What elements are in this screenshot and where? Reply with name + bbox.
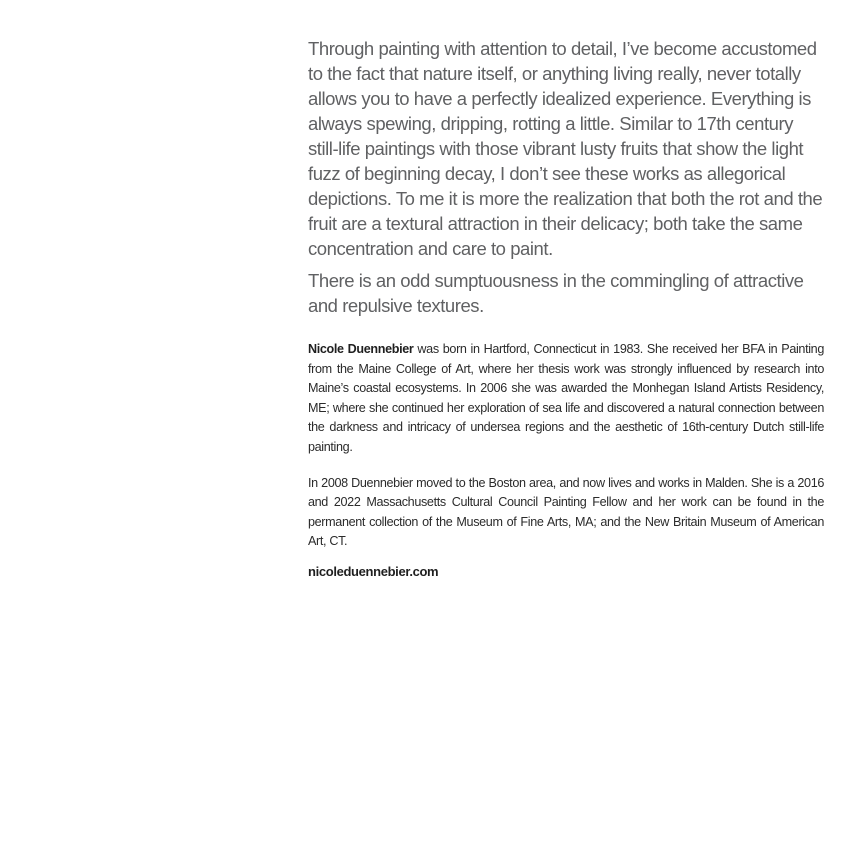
artist-name: Nicole Duennebier [308, 342, 414, 356]
website-link[interactable]: nicoleduennebier.com [308, 563, 439, 579]
bio-paragraph-2: In 2008 Duennebier moved to the Boston area, and now lives and works in Malden. She is a 2016 and 2022 Massachusetts Cultural Council Painting Fellow and her work can be found in the permanent collection of the Museum of Fine Arts, MA; and the New Britain Museum of American Art, CT. [308, 475, 824, 549]
text-column [308, 36, 824, 581]
statement-paragraph-2: There is an odd sumptuousness in the commingling of attractive and repulsive textures. [308, 270, 804, 316]
bio-paragraph-1-text: was born in Hartford, Connecticut in 1983. She received her BFA in Painting from the Maine College of Art, where her thesis work was strongly influenced by research into Maine’s coastal ecosystems. In 2006 she was awarded the Monhegan Island Artists Residency, ME; where she continued her exploration of sea life and discovered a natural connection between the darkness and intricacy of undersea regions and the aesthetic of 16th-century Dutch still-life painting. [308, 342, 824, 454]
statement-paragraph-1: Through painting with attention to detail, I’ve become accustomed to the fact that nature itself, or anything living really, never totally allows you to have a perfectly idealized experience. Everything is always spewing, dripping, rotting a little. Similar to 17th century still-life paintings with those vibrant lusty fruits that show the light fuzz of beginning decay, I don’t see these works as allegorical depictions. To me it is more the realization that both the rot and the fruit are a textural attraction in their delicacy; both take the same concentration and care to paint. [308, 38, 823, 259]
bio-paragraph-1 [308, 340, 824, 458]
